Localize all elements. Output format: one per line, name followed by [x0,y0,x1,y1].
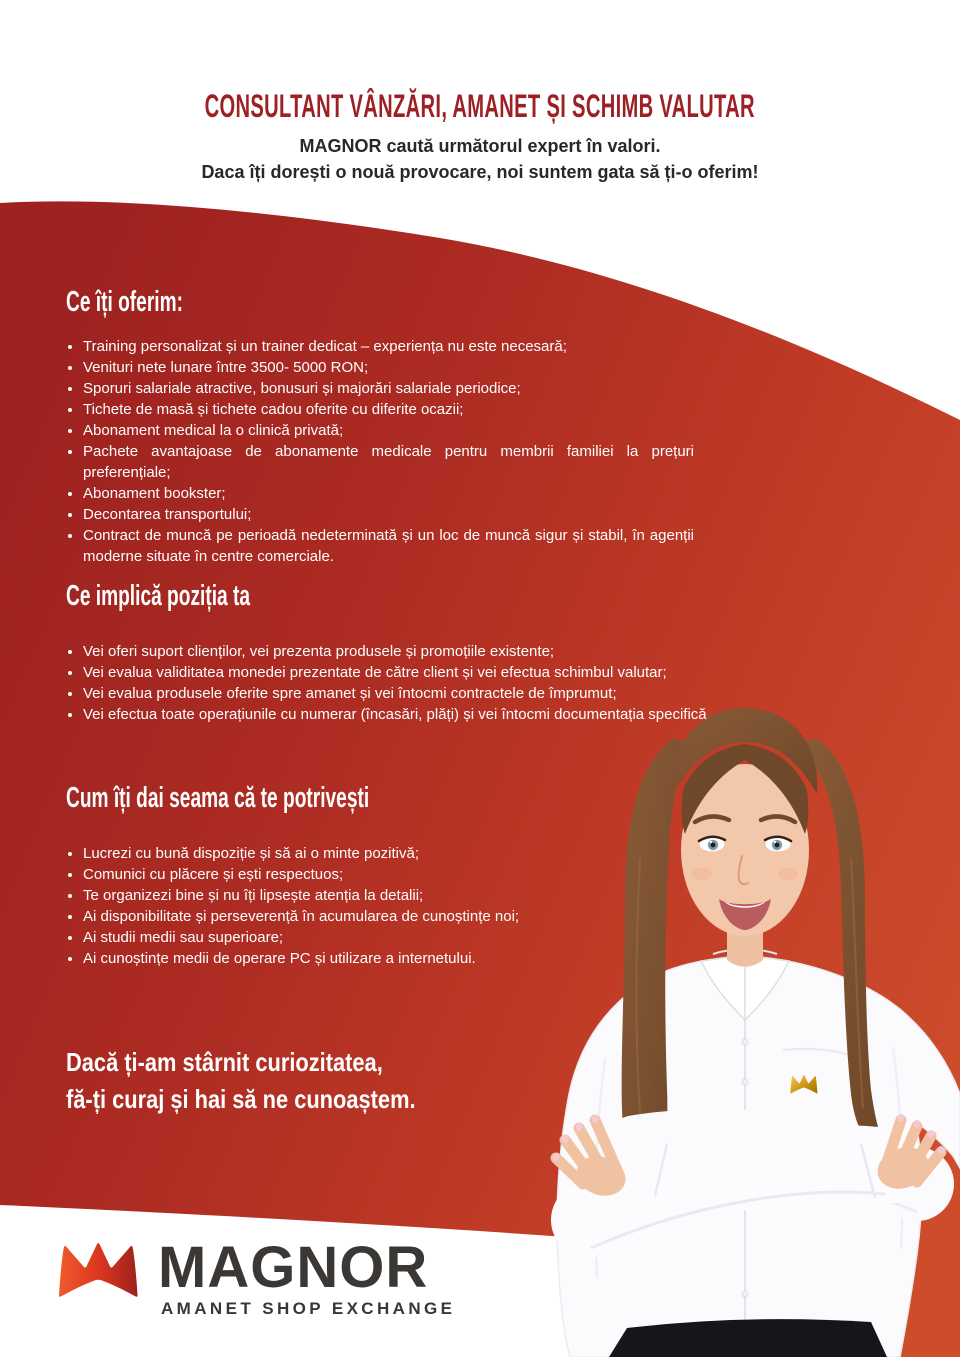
bullet-item: Ai studii medii sau superioare; [66,927,626,948]
bullet-item: Te organizezi bine și nu îți lipsește atenția la detalii; [66,885,626,906]
magnor-crown-icon [52,1236,148,1302]
bullet-item: Vei evalua validitatea monedei prezentate de către client și vei efectua schimbul valutar; [66,662,772,683]
bullet-item: Comunici cu plăcere și ești respectuos; [66,864,626,885]
bullet-item: Contract de muncă pe perioadă nedeterminată și un loc de muncă sigur și stabil, în agenții moderne situate în centre comerciale. [66,525,694,567]
header [0,88,960,185]
section-offer [66,286,694,567]
bullet-item: Abonament bookster; [66,483,694,504]
bullet-item: Abonament medical la o clinică privată; [66,420,694,441]
brand-tagline: AMANET SHOP EXCHANGE [161,1299,456,1318]
closing-line-1: Dacă ți-am stârnit curiozitatea, [66,1047,383,1077]
subtitle-line-2: Daca îți dorești o nouă provocare, noi suntem gata să ți-o oferim! [201,162,759,182]
section-fit [66,782,626,969]
woman-consultant-photo [545,698,960,1357]
bullet-item: Lucrezi cu bună dispoziție și să ai o minte pozitivă; [66,843,626,864]
bullet-item: Training personalizat și un trainer dedicat – experiența nu este necesară; [66,336,694,357]
section-fit-heading: Cum îți dai seama că te potrivești [66,782,370,814]
closing-callout [66,1044,482,1118]
bullet-item: Ai disponibilitate și perseverență în acumularea de cunoștințe noi; [66,906,626,927]
section-offer-heading: Ce îți oferim: [66,286,183,318]
offer-list [66,336,694,567]
page-title: CONSULTANT VÂNZĂRI, AMANET ȘI SCHIMB VALUTAR [204,88,756,124]
bullet-item: Vei evalua produsele oferite spre amanet și vei întocmi contractele de împrumut; [66,683,772,704]
bullet-item: Pachete avantajoase de abonamente medicale pentru membrii familiei la prețuri preferențiale; [66,441,694,483]
bullet-item: Ai cunoștințe medii de operare PC și utilizare a internetului. [66,948,626,969]
bullet-item: Sporuri salariale atractive, bonusuri și majorări salariale periodice; [66,378,694,399]
subtitle-line-1: MAGNOR caută următorul expert în valori. [299,136,661,156]
bullet-item: Vei oferi suport clienților, vei prezenta produsele și promoțiile existente; [66,641,772,662]
fit-list [66,843,626,969]
brand-wordmark: MAGNOR [158,1235,429,1300]
bullet-item: Tichete de masă și tichete cadou oferite cu diferite ocazii; [66,399,694,420]
bullet-item: Vei efectua toate operațiunile cu numerar (încasări, plăți) și vei întocmi documentația specifică. [66,704,772,725]
bullet-item: Decontarea transportului; [66,504,694,525]
section-role-heading: Ce implică poziția ta [66,580,251,612]
bullet-item: Venituri nete lunare între 3500- 5000 RON; [66,357,694,378]
closing-line-2: fă-ți curaj și hai să ne cunoaștem. [66,1084,416,1114]
